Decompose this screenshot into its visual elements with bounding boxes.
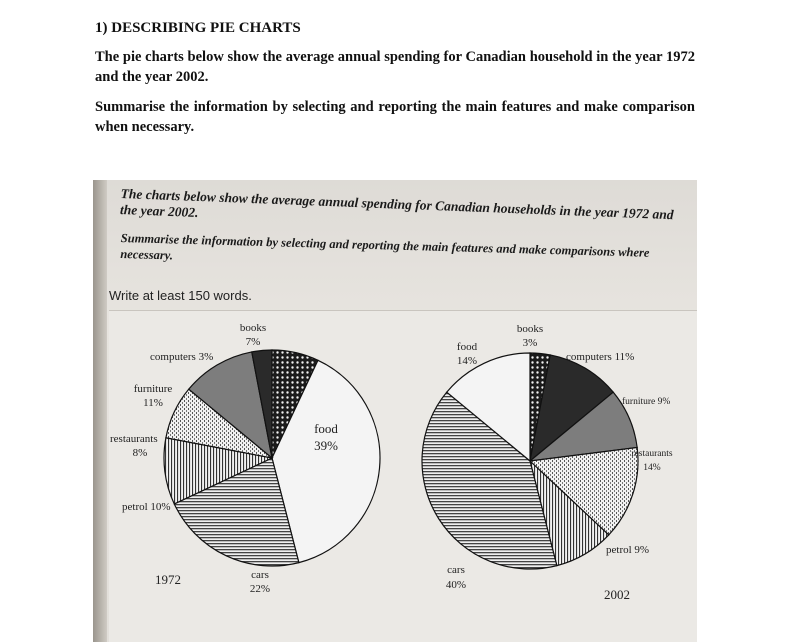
pie-1972-value-cars: 22%	[249, 583, 271, 595]
pie-2002-label-cars: cars	[447, 564, 465, 576]
instruction-paragraph: Summarise the information by selecting and reporting the main features and make comparison when necessary.	[95, 99, 695, 135]
pie-2002-label-petrol: petrol 9%	[606, 544, 650, 556]
pie-1972-label-books: books	[239, 322, 267, 334]
pie-1972-label-food: food	[314, 421, 338, 436]
pie-1972-label-restaurants: restaurants	[110, 433, 158, 445]
intro-paragraph: The pie charts below show the average annual spending for Canadian household in the year 1972 and the year 2002.	[95, 49, 695, 85]
pie-1972-label-computers: computers 3%	[150, 351, 214, 363]
pie-2002-label-food: food	[456, 341, 478, 353]
pie-1972-value-restaurants: 8%	[132, 447, 148, 459]
pie-1972-label-furniture: furniture	[133, 383, 173, 395]
pie-1972-value-furniture: 11%	[143, 397, 163, 409]
pie-2002-value-books: 3%	[522, 337, 538, 349]
pie-2002-value-restaurants: 14%	[643, 463, 661, 473]
pie-2002-value-cars: 40%	[445, 579, 467, 591]
pie-1972-label-cars: cars	[251, 569, 269, 581]
pie-2002-value-food: 14%	[456, 355, 478, 367]
pie-1972-year-label: 1972	[155, 572, 181, 587]
photo-task-instruction: Summarise the information by selecting and reporting the main features and make comparisons where necessary.	[120, 230, 650, 263]
section-heading: 1) DESCRIBING PIE CHARTS	[95, 20, 301, 36]
pie-2002-label-restaurants: restaurants	[631, 449, 673, 459]
pie-2002-label-books: books	[516, 323, 544, 335]
photo-task-description: The charts below show the average annual spending for Canadian households in the year 1972 and the year 2002.	[119, 186, 674, 223]
word-limit-text: Write at least 150 words.	[109, 288, 252, 303]
pie-2002-label-furniture: furniture 9%	[622, 397, 671, 407]
pie-2002-year-label: 2002	[604, 587, 630, 602]
pie-1972-label-petrol: petrol 10%	[122, 501, 171, 513]
pie-2002-label-computers: computers 11%	[566, 351, 635, 363]
pie-1972-value-books: 7%	[245, 336, 261, 348]
pie-1972-value-food: 39%	[314, 438, 338, 453]
